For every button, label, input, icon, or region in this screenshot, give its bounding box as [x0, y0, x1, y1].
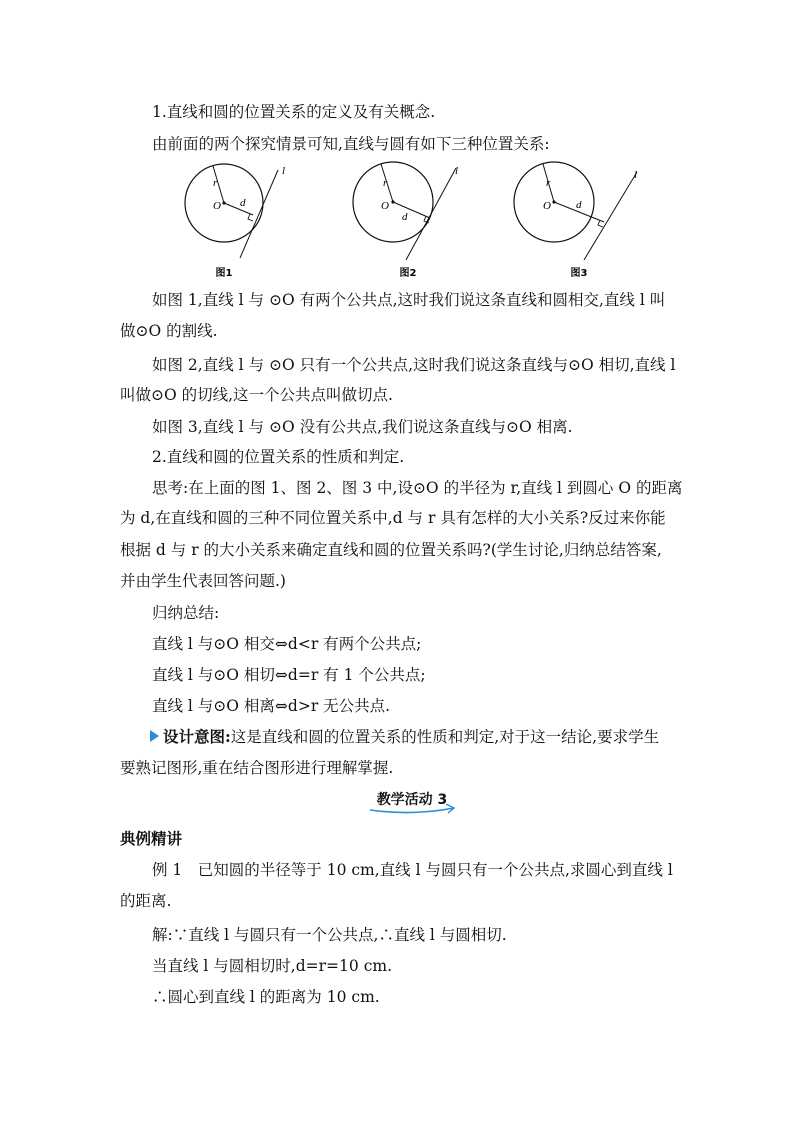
line-l-2: [406, 168, 456, 260]
solution-line3: ∴圆心到直线 l 的距离为 10 cm.: [152, 988, 380, 1006]
distance-1: [224, 203, 253, 215]
section1-title: 1.直线和圆的位置关系的定义及有关概念.: [152, 103, 436, 121]
solution-line1: 解:∵直线 l 与圆只有一个公共点,∴直线 l 与圆相切.: [152, 926, 507, 944]
fig3-d-label: d: [576, 199, 582, 211]
example-heading: 典例精讲: [120, 829, 183, 848]
distance-2: [393, 202, 430, 218]
fig1-description-line1: 如图 1,直线 l 与 ⊙O 有两个公共点,这时我们说这条直线和圆相交,直线 l 叫: [152, 291, 666, 309]
example-line1: 例 1 已知圆的半径等于 10 cm,直线 l 与圆只有一个公共点,求圆心到直线 l: [152, 861, 673, 879]
summary-item-3: 直线 l 与⊙O 相离⇔d>r 无公共点.: [152, 697, 391, 715]
fig3-O-label: O: [543, 200, 551, 212]
summary-title: 归纳总结:: [152, 604, 220, 622]
figure-3: [514, 162, 637, 279]
fig1-description-line2: 做⊙O 的割线.: [120, 322, 218, 340]
figures-svg: [170, 156, 660, 284]
fig2-r-label: r: [383, 177, 388, 189]
fig2-d-label: d: [402, 211, 408, 223]
think-line2: 为 d,在直线和圆的三种不同位置关系中,d 与 r 具有怎样的大小关系?反过来你能: [120, 509, 666, 527]
design-intent-label: 设计意图:: [163, 727, 231, 746]
fig2-caption: 图2: [399, 268, 417, 279]
fig1-r-label: r: [213, 177, 218, 189]
summary-item-1: 直线 l 与⊙O 相交⇔d<r 有两个公共点;: [152, 635, 422, 653]
triangle-marker-icon: [150, 730, 159, 742]
fig2-O-label: O: [381, 200, 389, 212]
intro-text: 由前面的两个探究情景可知,直线与圆有如下三种位置关系:: [152, 135, 550, 153]
fig1-caption: 图1: [215, 268, 233, 279]
fig3-l-label: l: [634, 169, 638, 181]
design-intent-line1: [150, 727, 659, 747]
fig2-l-label: l: [455, 165, 459, 177]
activity-badge: [366, 786, 458, 816]
fig3-r-label: r: [546, 177, 551, 189]
example-line2: 的距离.: [120, 892, 172, 910]
figure-2: [353, 162, 458, 279]
design-intent-text: 这是直线和圆的位置关系的性质和判定,对于这一结论,要求学生: [230, 728, 660, 746]
line-l-1: [240, 170, 278, 258]
fig1-O-label: O: [213, 200, 221, 212]
design-intent-line2: 要熟记图形,重在结合图形进行理解掌握.: [120, 759, 394, 777]
think-line3: 根据 d 与 r 的大小关系来确定直线和圆的位置关系吗?(学生讨论,归纳总结答案,: [120, 541, 662, 559]
section2-title: 2.直线和圆的位置关系的性质和判定.: [152, 448, 405, 466]
fig2-description-line1: 如图 2,直线 l 与 ⊙O 只有一个公共点,这时我们说这条直线与⊙O 相切,直线 l: [152, 356, 676, 374]
figures-row: [170, 156, 660, 284]
think-line1: 思考:在上面的图 1、图 2、图 3 中,设⊙O 的半径为 r,直线 l 到圆心 O 的距离: [152, 479, 683, 497]
figure-1: [185, 164, 285, 279]
fig1-d-label: d: [240, 197, 246, 209]
fig3-description: 如图 3,直线 l 与 ⊙O 没有公共点,我们说这条直线与⊙O 相离.: [152, 418, 573, 436]
activity-badge-label: 教学活动 3: [376, 792, 448, 808]
fig1-l-label: l: [282, 165, 286, 177]
fig2-description-line2: 叫做⊙O 的切线,这一个公共点叫做切点.: [120, 386, 393, 404]
think-line4: 并由学生代表回答问题.): [120, 572, 286, 590]
solution-line2: 当直线 l 与圆相切时,d=r=10 cm.: [152, 957, 393, 975]
summary-item-2: 直线 l 与⊙O 相切⇔d=r 有 1 个公共点;: [152, 666, 426, 684]
fig3-caption: 图3: [570, 268, 588, 279]
